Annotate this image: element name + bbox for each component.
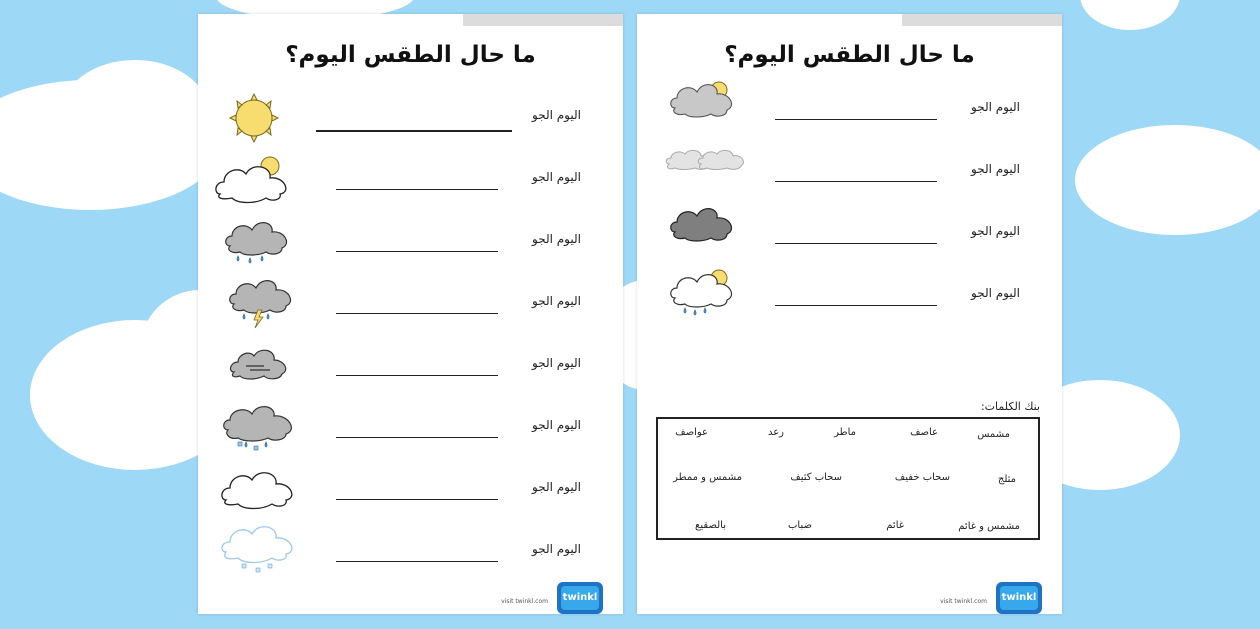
twinkl-logo [996, 582, 1042, 614]
weather-row [198, 520, 623, 582]
answer-line[interactable] [775, 119, 937, 120]
fog-icon [661, 140, 751, 202]
thunderstorm-cloud-icon [224, 272, 314, 334]
row-label: اليوم الجو [971, 286, 1020, 300]
answer-line[interactable] [336, 561, 498, 562]
sun-icon [218, 86, 308, 148]
twinkl-logo [557, 582, 603, 614]
row-label: اليوم الجو [971, 162, 1020, 176]
weather-row [198, 210, 623, 272]
weather-row [198, 334, 623, 396]
footer-url[interactable]: visit twinkl.com [940, 598, 987, 605]
weather-row [637, 202, 1062, 264]
sleet-cloud-icon [220, 396, 310, 458]
word-bank-word: عاصف [910, 427, 938, 438]
worksheet-page-right [637, 14, 1062, 614]
weather-row [198, 396, 623, 458]
page-title: ما حال الطقس اليوم؟ [724, 42, 975, 68]
weather-row [637, 264, 1062, 326]
answer-line[interactable] [336, 437, 498, 438]
row-label: اليوم الجو [532, 356, 581, 370]
weather-row [637, 78, 1062, 140]
weather-row [637, 140, 1062, 202]
background-cloud [1075, 125, 1260, 235]
word-bank-word: سحاب خفيف [894, 472, 950, 483]
word-bank-word: سحاب كثيف [790, 472, 842, 483]
weather-row [198, 272, 623, 334]
page-tab [463, 14, 623, 26]
word-bank-word: مثلج [997, 474, 1016, 485]
word-bank-word: عواصف [675, 427, 708, 438]
logo-text: twinkl [1000, 586, 1038, 610]
row-label: اليوم الجو [971, 224, 1020, 238]
answer-line[interactable] [775, 243, 937, 244]
answer-line[interactable] [336, 313, 498, 314]
white-cloud-icon [218, 458, 308, 520]
dark-cloud-icon [665, 202, 755, 264]
rain-cloud-icon [220, 210, 310, 272]
weather-row [198, 458, 623, 520]
word-bank-word: بالصقيع [695, 520, 726, 531]
footer-url[interactable]: visit twinkl.com [501, 598, 548, 605]
row-label: اليوم الجو [532, 232, 581, 246]
row-label: اليوم الجو [532, 108, 581, 122]
background-cloud [60, 60, 210, 170]
row-label: اليوم الجو [971, 100, 1020, 114]
sun-behind-cloud-icon [212, 148, 302, 210]
answer-line[interactable] [336, 251, 498, 252]
row-label: اليوم الجو [532, 418, 581, 432]
background-cloud [1080, 0, 1180, 30]
answer-line[interactable] [775, 305, 937, 306]
word-bank-word: ماطر [834, 427, 856, 438]
sun-shower-icon [665, 264, 755, 326]
row-label: اليوم الجو [532, 170, 581, 184]
row-label: اليوم الجو [532, 542, 581, 556]
answer-line[interactable] [336, 375, 498, 376]
word-bank-word: مشمس و ممطر [673, 472, 742, 483]
grey-cloud-sun-icon [665, 78, 755, 140]
answer-line[interactable] [336, 189, 498, 190]
word-bank-title: بنك الكلمات: [980, 400, 1040, 413]
word-bank-box [656, 417, 1040, 540]
page-title: ما حال الطقس اليوم؟ [285, 42, 536, 68]
word-bank-word: غائم [886, 520, 904, 531]
word-bank-word: ضباب [788, 520, 812, 531]
answer-line[interactable] [775, 181, 937, 182]
worksheet-page-left [198, 14, 623, 614]
weather-row [198, 86, 623, 148]
answer-line[interactable] [336, 499, 498, 500]
row-label: اليوم الجو [532, 480, 581, 494]
page-tab [902, 14, 1062, 26]
word-bank-word: مشمس [977, 429, 1010, 440]
word-bank-word: مشمس و غائم [958, 521, 1020, 532]
row-label: اليوم الجو [532, 294, 581, 308]
snow-cloud-icon [218, 520, 308, 582]
answer-line[interactable] [316, 130, 512, 132]
weather-row [198, 148, 623, 210]
logo-text: twinkl [561, 586, 599, 610]
word-bank-word: رعد [767, 427, 784, 438]
windy-cloud-icon [224, 334, 314, 396]
